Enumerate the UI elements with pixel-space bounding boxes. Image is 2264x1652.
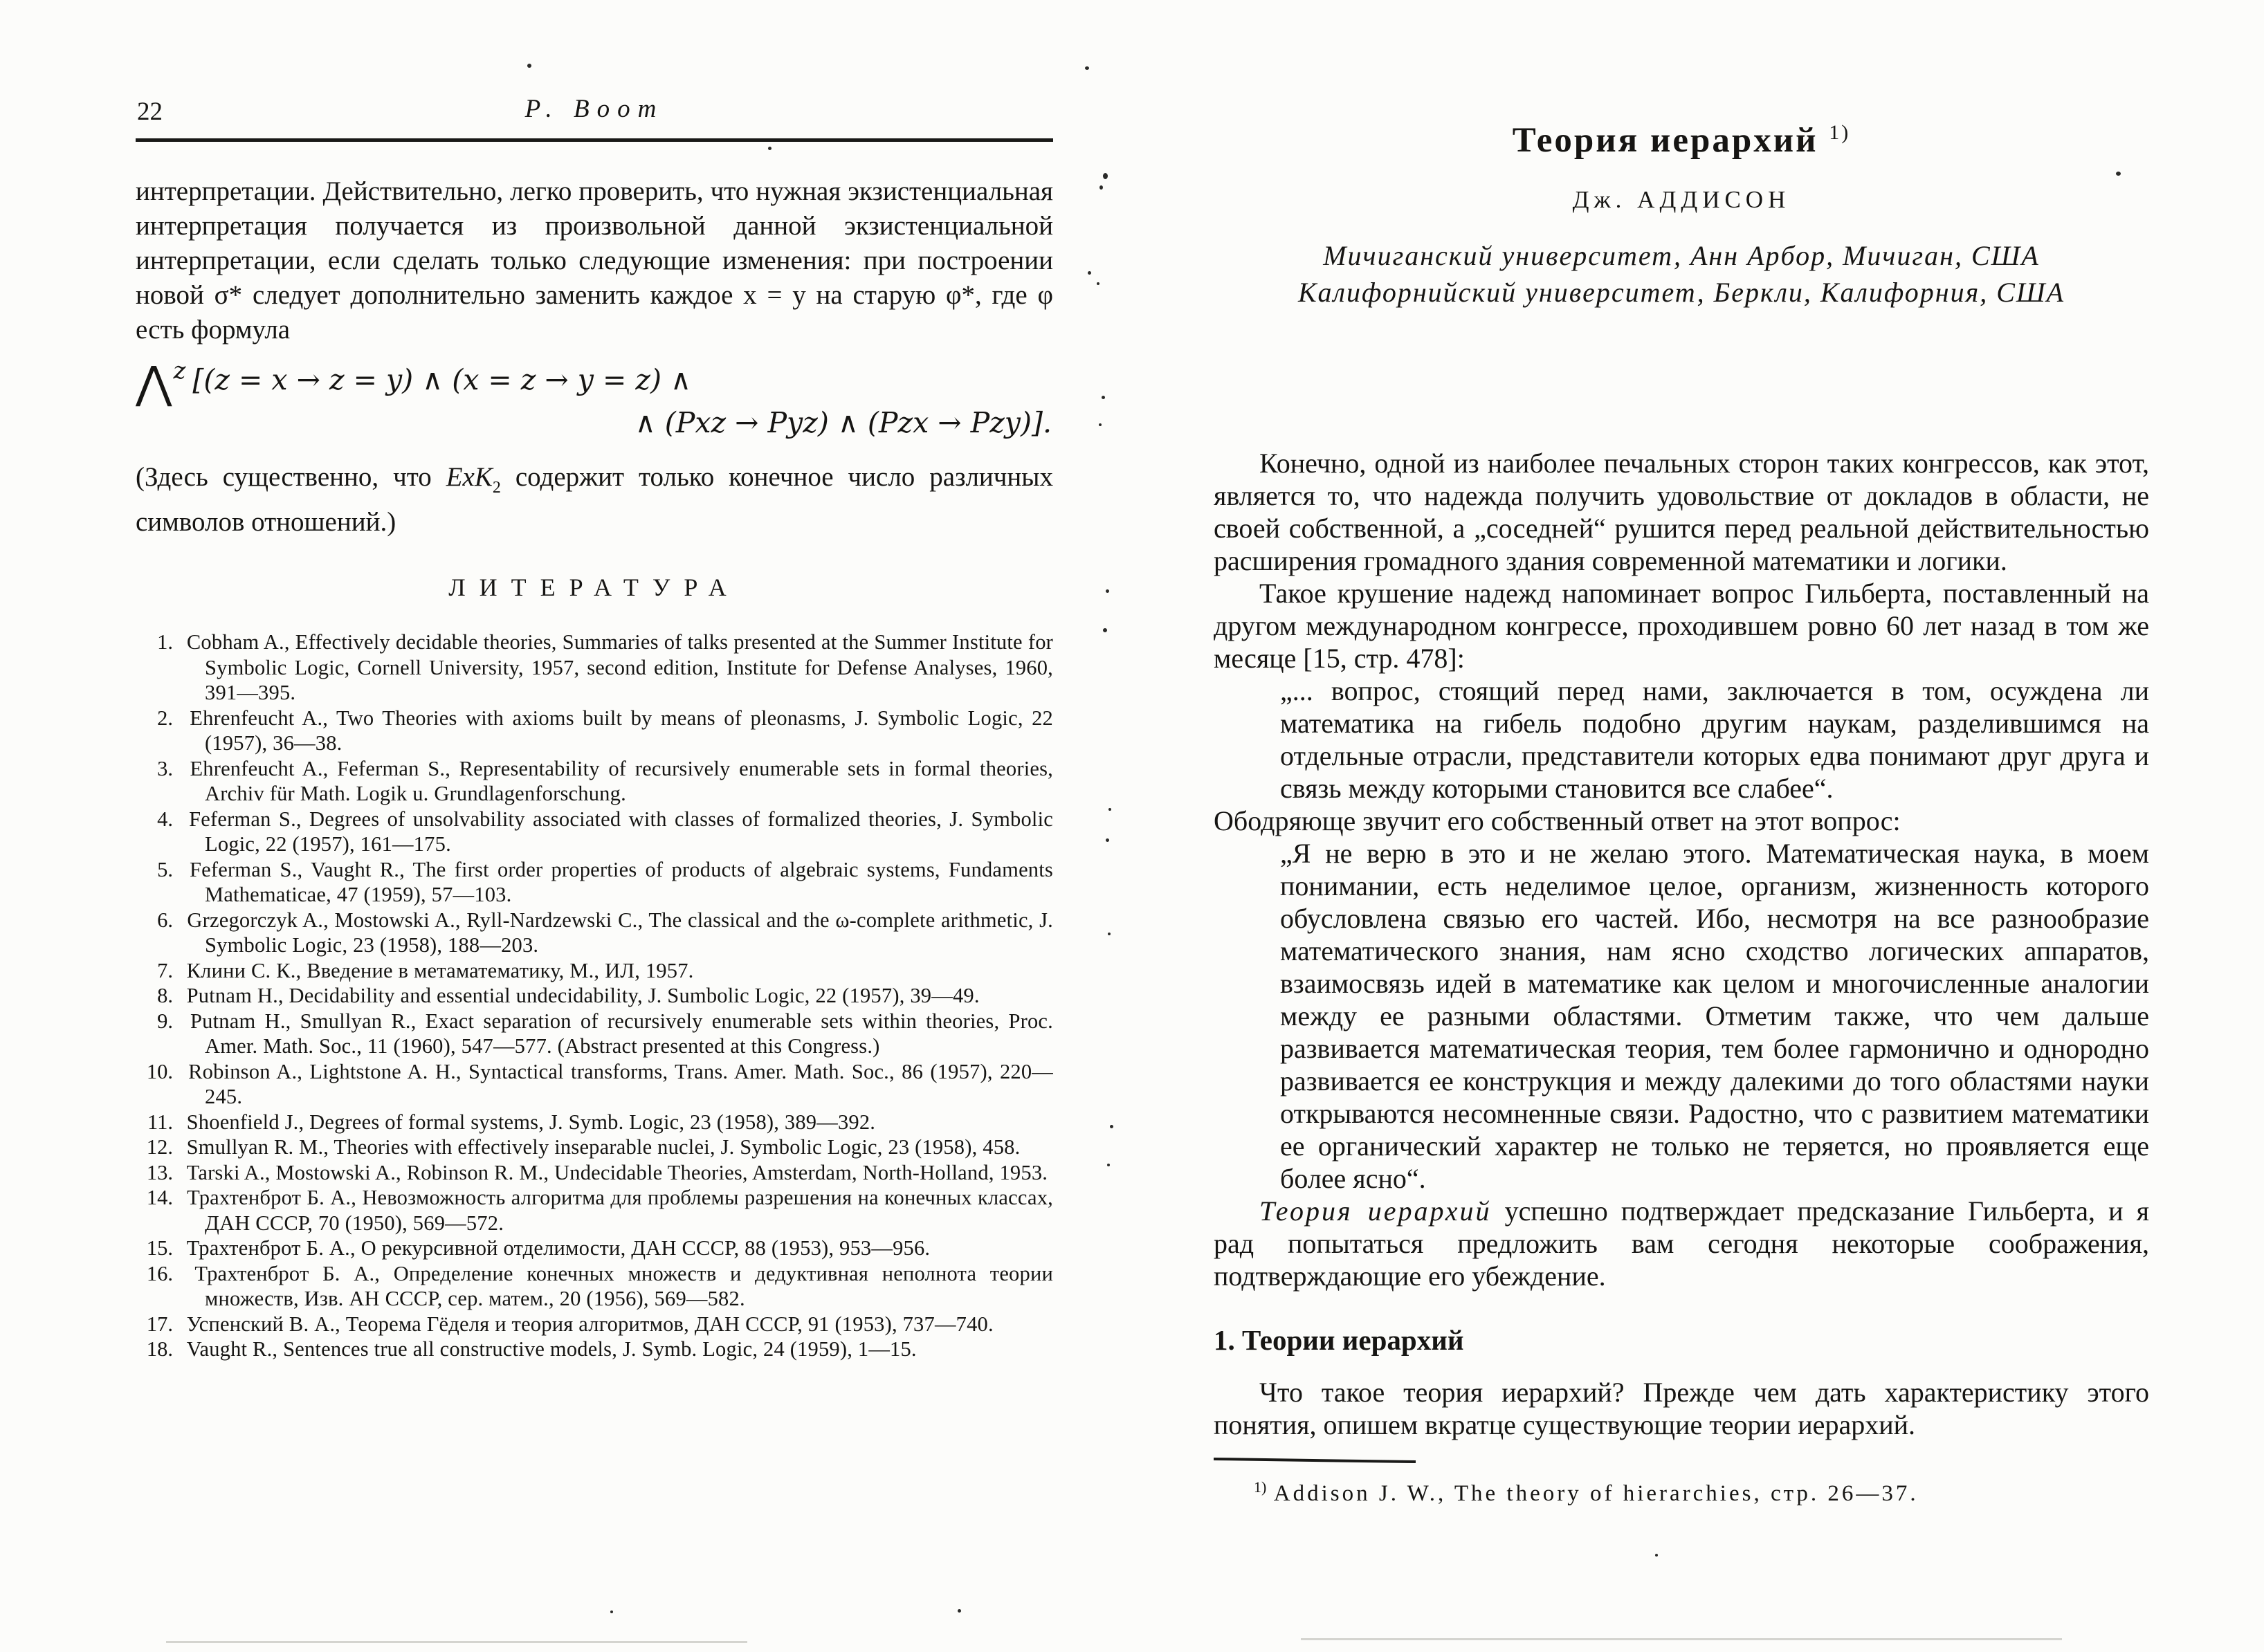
reference-item-text: Smullyan R. M., Theories with effectively inseparable nuclei, J. Symbolic Logic, 23 (1958), 458. <box>186 1135 1021 1159</box>
reference-item-text: Shoenfield J., Degrees of formal systems, J. Symb. Logic, 23 (1958), 389—392. <box>186 1110 876 1134</box>
scan-streak <box>1301 1638 2062 1640</box>
paragraph: Что такое теория иерархий? Прежде чем дать характеристику этого понятия, опишем вкратце существующие теории иерархий. <box>1214 1377 2149 1440</box>
block-quote: „Я не верю в это и не желаю этого. Математическая наука, в моем понимании, есть неделимое целое, организм, жизненность которого обусловлена связью его частей. Ибо, несмотря на все разнообразие математического знания, нам ясно сходство логических аппаратов, взаимосвязь идей в математике как целом и многочисленные аналогии между ее разными областями. Отметим также, что чем дальше развивается математическая теория, тем более гармонично и однородно развивается ее конструкция и между далекими до того областями науки открываются несомненные связи. Радостно, что с развитием математики ее органический характер не только не теряется, но проявляется еще более ясно“. <box>1280 838 2149 1194</box>
affiliation-2: Калифорнийский университет, Беркли, Калифорния, США <box>1297 277 2065 308</box>
footnote-text: Addison J. W., The theory of hierarchies, стр. 26—37. <box>1266 1481 1919 1506</box>
reference-item <box>136 857 1053 908</box>
reference-item <box>136 1009 1053 1059</box>
reference-item <box>136 756 1053 807</box>
reference-item <box>136 706 1053 756</box>
scan-speckle <box>958 1609 961 1613</box>
reference-item <box>136 1185 1053 1236</box>
title-footnote-mark: 1) <box>1829 121 1851 144</box>
scan-speckle <box>1103 628 1107 632</box>
paragraph: интерпретации. Действительно, легко проверить, что нужная экзистенциальная интерпретация получается из произвольной данной экзистенциальной интерпретации, если сделать только следующие изменения: при построении новой σ* следует дополнительно заменить каждое x = y на старую φ*, где φ есть формула <box>136 176 1053 345</box>
logic-formula <box>136 357 1053 439</box>
article-title-text: Теория иерархий <box>1512 121 1818 160</box>
section-heading: 1. Теории иерархий <box>1214 1324 1464 1356</box>
scan-speckle <box>1110 1125 1113 1128</box>
reference-item-num: 16. <box>146 1261 173 1285</box>
header-rule <box>136 138 1053 142</box>
big-conjunction-symbol: ⋀ <box>136 358 172 409</box>
scan-speckle <box>527 64 531 68</box>
reference-item-num: 3. <box>157 756 173 780</box>
scan-speckle <box>1106 838 1109 842</box>
footnote-mark: 1) <box>1254 1478 1267 1496</box>
note-subscript: 2 <box>492 479 501 497</box>
reference-item-num: 11. <box>147 1110 173 1134</box>
reference-item <box>136 1261 1053 1312</box>
right-page <box>1214 116 2149 1508</box>
scan-speckle <box>1099 423 1102 426</box>
footnote-rule <box>1214 1458 1416 1463</box>
reference-item-text: Ehrenfeucht A., Feferman S., Representability of recursively enumerable sets in formal theories, Archiv für Math. Logik u. Grundlagenforschung. <box>190 756 1054 805</box>
formula-body-1: [(z = x → z = y) ∧ (x = z → y = z) ∧ <box>192 363 692 396</box>
reference-item-num: 5. <box>157 857 173 881</box>
reference-item-text: Cobham A., Effectively decidable theories, Summaries of talks presented at the Summer Institute for Symbolic Logic, Cornell University, 1957, second edition, Institute for Defense Analyses, 1960, 391—395. <box>186 630 1054 704</box>
note-pre: (Здесь существенно, что <box>136 462 446 492</box>
footnote <box>1214 1473 2149 1508</box>
scan-streak <box>166 1641 747 1643</box>
reference-item-text: Трахтенброт Б. А., Невозможность алгоритма для проблемы разрешения на конечных классах, ДАН СССР, 70 (1950), 569—572. <box>187 1186 1053 1235</box>
reference-item-num: 10. <box>146 1059 173 1083</box>
paragraph: Конечно, одной из наиболее печальных сторон таких конгрессов, как этот, является то, что надежда получить удовольствие от докладов в области, не своей собственной, а „соседней“ рушится перед реальной действительностью расширения громадного здания современной математики и логики. <box>1214 448 2149 576</box>
reference-item-text: Feferman S., Degrees of unsolvability associated with classes of formalized theories, J. Symbolic Logic, 22 (1957), 161—175. <box>189 807 1054 856</box>
italic-lead-phrase: Теория иерархий <box>1259 1195 1492 1227</box>
note-paragraph <box>136 460 1053 540</box>
note-post: содержит только конечное число различных символов отношений.) <box>136 462 1053 537</box>
running-head: Р. Воот <box>524 95 664 123</box>
affiliation-1: Мичиганский университет, Анн Арбор, Мичиган, США <box>1323 240 2040 271</box>
left-page <box>136 89 1053 1362</box>
reference-item-text: Ehrenfeucht A., Two Theories with axioms built by means of pleonasms, J. Symbolic Logic, 22 (1957), 36—38. <box>190 706 1053 755</box>
reference-item <box>136 1236 1053 1261</box>
reference-item-num: 2. <box>157 706 173 730</box>
reference-item <box>136 1312 1053 1337</box>
reference-item-num: 4. <box>157 807 173 831</box>
scan-speckle <box>610 1610 613 1613</box>
paragraph: Такое крушение надежд напоминает вопрос Гильберта, поставленный на другом международном конгрессе, проходившем ровно 60 лет назад в том же месяце [15, стр. 478]: <box>1214 578 2149 674</box>
reference-item-text: Клини С. К., Введение в метаматематику, М., ИЛ, 1957. <box>186 958 694 982</box>
scan-speckle <box>1097 282 1099 285</box>
scan-speckle <box>1103 173 1108 179</box>
paragraph <box>1214 1195 2149 1292</box>
reference-item-text: Vaught R., Sentences true all constructive models, J. Symb. Logic, 24 (1959), 1—15. <box>186 1337 917 1361</box>
scan-speckle <box>1088 271 1091 275</box>
reference-item-text: Трахтенброт Б. А., О рекурсивной отделимости, ДАН СССР, 88 (1953), 953—956. <box>186 1236 931 1260</box>
reference-item-num: 15. <box>146 1236 173 1260</box>
left-page-header <box>136 89 1053 145</box>
author-name: Дж. АДДИСОН <box>1572 186 1791 213</box>
reference-item <box>136 630 1053 706</box>
reference-item <box>136 908 1053 958</box>
reference-item-num: 14. <box>146 1186 173 1209</box>
scan-speckle <box>2116 172 2121 176</box>
reference-item-num: 9. <box>157 1009 173 1033</box>
scan-speckle <box>1102 396 1105 399</box>
scan-speckle <box>1108 808 1111 811</box>
note-math-term: ExK <box>446 462 493 492</box>
bound-variable: z <box>173 357 186 385</box>
reference-item-num: 18. <box>146 1337 173 1361</box>
literature-heading: ЛИТЕРАТУРА <box>448 573 740 601</box>
reference-item-text: Трахтенброт Б. А., Определение конечных множеств и дедуктивная неполнота теории множеств, Изв. АН СССР, сер. матем., 20 (1956), 569—582. <box>194 1261 1053 1310</box>
reference-item-num: 17. <box>146 1312 173 1336</box>
reference-item <box>136 1059 1053 1110</box>
reference-item-num: 7. <box>157 958 173 982</box>
reference-item-num: 8. <box>157 984 173 1007</box>
article-title <box>1214 116 2149 160</box>
scan-speckle <box>1085 66 1089 70</box>
scan-speckle <box>768 147 772 150</box>
reference-item-text: Grzegorczyk A., Mostowski A., Ryll-Nardzewski C., The classical and the ω-complete arithmetic, J. Symbolic Logic, 23 (1958), 188—203. <box>187 908 1054 957</box>
scan-speckle <box>1099 185 1103 190</box>
scan-speckle <box>1655 1554 1658 1557</box>
reference-item-num: 13. <box>146 1160 173 1184</box>
reference-item <box>136 983 1053 1009</box>
reference-item <box>136 1110 1053 1135</box>
formula-line-2: ∧ (Pxz → Pyz) ∧ (Pzx → Pzy)]. <box>635 406 1052 439</box>
reference-item <box>136 1337 1053 1362</box>
reference-item-text: Putnam H., Smullyan R., Exact separation of recursively enumerable sets within theories, Proc. Amer. Math. Soc., 11 (1960), 547—577. (Abstract presented at this Congress.) <box>190 1009 1053 1058</box>
reference-item <box>136 1135 1053 1160</box>
literature-list <box>136 630 1053 1362</box>
reference-item-text: Tarski A., Mostowski A., Robinson R. M., Undecidable Theories, Amsterdam, North-Holland, 1953. <box>186 1160 1048 1184</box>
reference-item <box>136 1160 1053 1186</box>
paragraph-rest: успешно подтверждает предсказание Гильберта, и я рад попытаться предложить вам сегодня некоторые соображения, подтверждающие его убеждение. <box>1214 1195 2149 1292</box>
paragraph: Ободряюще звучит его собственный ответ на этот вопрос: <box>1214 805 1901 836</box>
reference-item-num: 1. <box>157 630 173 654</box>
page-number: 22 <box>137 98 163 126</box>
scan-speckle <box>1108 933 1111 935</box>
reference-item-text: Putnam H., Decidability and essential undecidability, J. Sumbolic Logic, 22 (1957), 39—49. <box>186 984 980 1007</box>
reference-item-text: Успенский В. А., Теорема Гёделя и теория алгоритмов, ДАН СССР, 91 (1953), 737—740. <box>186 1312 994 1336</box>
reference-item-text: Robinson A., Lightstone A. H., Syntactical transforms, Trans. Amer. Math. Soc., 86 (1957), 220—245. <box>188 1059 1054 1108</box>
block-quote: „... вопрос, стоящий перед нами, заключается в том, осуждена ли математика на гибель подобно другим наукам, разделившимся на отдельные отрасли, представители которых едва понимают друг друга и связь между которыми становится все слабее“. <box>1280 675 2149 804</box>
formula-line-1 <box>136 357 1053 409</box>
reference-item-num: 6. <box>157 908 173 932</box>
scan-speckle <box>1106 589 1109 593</box>
reference-item <box>136 958 1053 984</box>
scan-speckle <box>1107 1164 1110 1166</box>
reference-item <box>136 807 1053 857</box>
reference-item-num: 12. <box>146 1135 173 1159</box>
reference-item-text: Feferman S., Vaught R., The first order properties of products of algebraic systems, Fundaments Mathematicae, 47 (1959), 57—103. <box>189 857 1053 906</box>
